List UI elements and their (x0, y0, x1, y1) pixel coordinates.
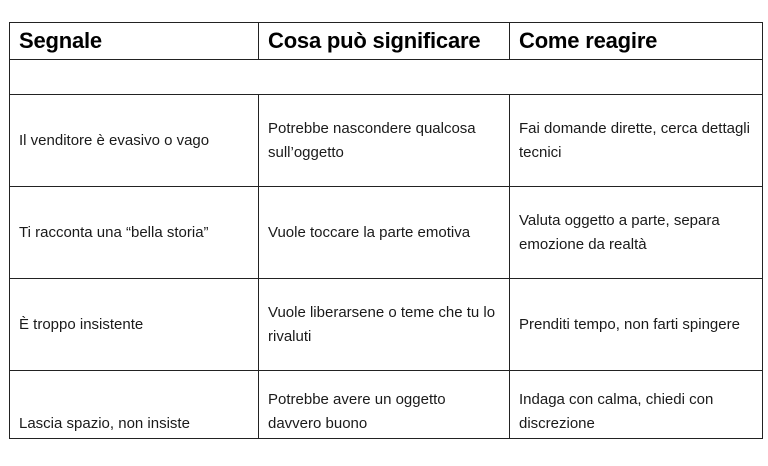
table-cell: Potrebbe nascondere qualcosa sull’oggetto (259, 95, 510, 187)
table-row (10, 187, 763, 279)
table-cell: Vuole liberarsene o teme che tu lo rivaluti (259, 279, 510, 371)
table-cell: Indaga con calma, chiedi con discrezione (510, 371, 763, 439)
header-cell-reazione: Come reagire (510, 23, 763, 60)
table-row (10, 95, 763, 187)
table-cell: Lascia spazio, non insiste (10, 371, 259, 439)
table-cell: Fai domande dirette, cerca dettagli tecnici (510, 95, 763, 187)
table-cell: Potrebbe avere un oggetto davvero buono (259, 371, 510, 439)
table-cell: Il venditore è evasivo o vago (10, 95, 259, 187)
table-row (10, 279, 763, 371)
header-cell-segnale: Segnale (10, 23, 259, 60)
empty-cell (10, 60, 763, 95)
header-row (10, 23, 763, 60)
table-cell: Ti racconta una “bella storia” (10, 187, 259, 279)
table-cell: Vuole toccare la parte emotiva (259, 187, 510, 279)
table-cell: Valuta oggetto a parte, separa emozione da realtà (510, 187, 763, 279)
table-cell: Prenditi tempo, non farti spingere (510, 279, 763, 371)
table-row (10, 371, 763, 439)
signals-table (9, 22, 763, 439)
empty-row (10, 60, 763, 95)
header-cell-significato: Cosa può significare (259, 23, 510, 60)
table-cell: È troppo insistente (10, 279, 259, 371)
